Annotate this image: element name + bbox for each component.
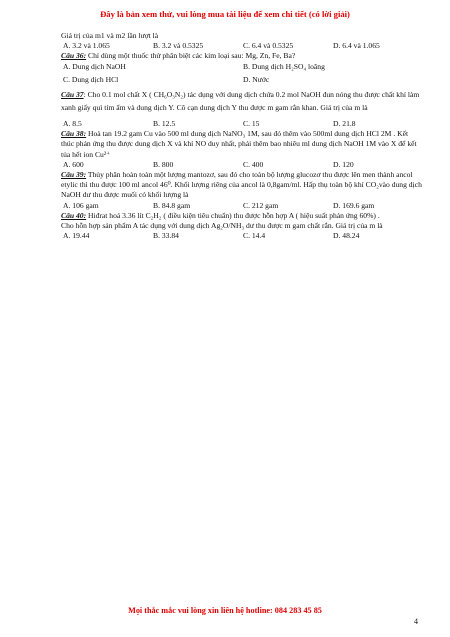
option-a: A. 106 gam xyxy=(63,200,99,210)
question-37 xyxy=(61,88,423,114)
q39-options xyxy=(61,201,423,211)
header-banner: Đây là bản xem thử, vui lòng mua tài liệu để xem chi tiết (có lời giải) xyxy=(100,9,350,19)
option-c: C. 212 gam xyxy=(243,200,279,210)
option-c: C. Dung dịch HCl xyxy=(63,74,119,84)
page-number: 4 xyxy=(414,617,418,626)
option-c: C. 14.4 xyxy=(243,231,266,241)
option-d: D. 48.24 xyxy=(333,231,360,241)
q40-options xyxy=(61,231,423,241)
option-a: A. Dung dịch NaOH xyxy=(63,61,126,71)
option-c: C. 15 xyxy=(243,119,260,129)
option-b: B. 84.8 gam xyxy=(153,200,191,210)
footer-banner: Mọi thắc mắc vui lòng xin liên hệ hotline: 084 283 45 85 xyxy=(128,606,322,615)
option-d: D. Nước xyxy=(243,74,270,84)
option-b: B. 33.84 xyxy=(153,231,179,241)
question-text: Thủy phân hoàn toàn một lượng mantozơ, sau đó cho toàn bộ lượng glucozơ thu được lên men thành ancol etylic thì thu được 100 ml ancol 46⁰. Khối lượng riêng của ancol là 0,8gam/ml. Hấp thụ toàn bộ khí CO₂vào dung dịch NaOH dư thu được muối có khối lượng là xyxy=(61,170,422,200)
option-d: D. 21.8 xyxy=(333,119,356,129)
question-36 xyxy=(61,51,423,61)
intro-options xyxy=(61,41,423,51)
question-label: Câu 38: xyxy=(61,129,87,139)
option-b: B. 3.2 và 0.5325 xyxy=(153,41,204,51)
question-38 xyxy=(61,129,423,160)
q38-options xyxy=(61,160,423,170)
option-d: D. 6.4 và 1.065 xyxy=(333,41,380,51)
document-body xyxy=(61,31,423,241)
question-text: : Cho 0.1 mol chất X ( CH₆O₃N₂) tác dụng với dung dịch chứa 0.2 mol NaOH đun nóng thu được chất khí làm xanh giấy quì tím ẩm và dung dịch Y. Cô cạn dung dịch Y thu được m gam rắn khan. Giá trị của m là xyxy=(61,90,420,113)
question-text: Hiđrat hoá 3.36 lít C₂H₂ ( điều kiện tiêu chuẩn) thu được hỗn hợp A ( hiệu suất phản ứng 60%) . xyxy=(86,210,380,220)
option-a: A. 19.44 xyxy=(63,231,90,241)
option-a: A. 600 xyxy=(63,159,84,169)
question-text: Chỉ dùng một thuốc thử phân biệt các kim loại sau: Mg, Zn, Fe, Ba? xyxy=(86,51,296,61)
option-a: A. 3.2 và 1.065 xyxy=(63,41,110,51)
option-d: D. 120 xyxy=(333,159,354,169)
option-b: B. 800 xyxy=(153,159,174,169)
option-b: B. 12.5 xyxy=(153,119,176,129)
q36-options-row1 xyxy=(61,62,423,72)
question-label: Câu 36: xyxy=(61,51,87,61)
intro-line: Giá trị của m1 và m2 lần lượt là xyxy=(61,31,159,40)
q37-options xyxy=(61,119,423,129)
question-40-continued: Cho hỗn hợp sản phẩm A tác dụng với dung dịch Ag₂O/NH₃ dư thu được m gam chất rắn. Giá trị của m là xyxy=(61,221,383,231)
question-label: Câu 39: xyxy=(61,170,87,180)
option-a: A. 8.5 xyxy=(63,119,82,129)
option-b: B. Dung dịch H₂SO₄ loãng xyxy=(243,61,325,71)
q36-options-row2 xyxy=(61,75,423,85)
question-text: Hoà tan 19.2 gam Cu vào 500 ml dung dịch NaNO₃ 1M, sau đó thêm vào 500ml dung dịch HCl 2M . Kết thúc phản ứng thu được dung dịch X và khí NO duy nhất, phải thêm bao nhiêu ml dung dịch NaOH 1M vào X để kết tủa hết ion Cu²⁺ xyxy=(61,129,417,159)
question-39 xyxy=(61,170,423,201)
question-label: Câu 37 xyxy=(61,90,84,100)
question-label: Câu 40: xyxy=(61,210,87,220)
option-d: D. 169.6 gam xyxy=(333,200,375,210)
question-40 xyxy=(61,211,423,221)
option-c: C. 400 xyxy=(243,159,264,169)
option-c: C. 6.4 và 0.5325 xyxy=(243,41,294,51)
